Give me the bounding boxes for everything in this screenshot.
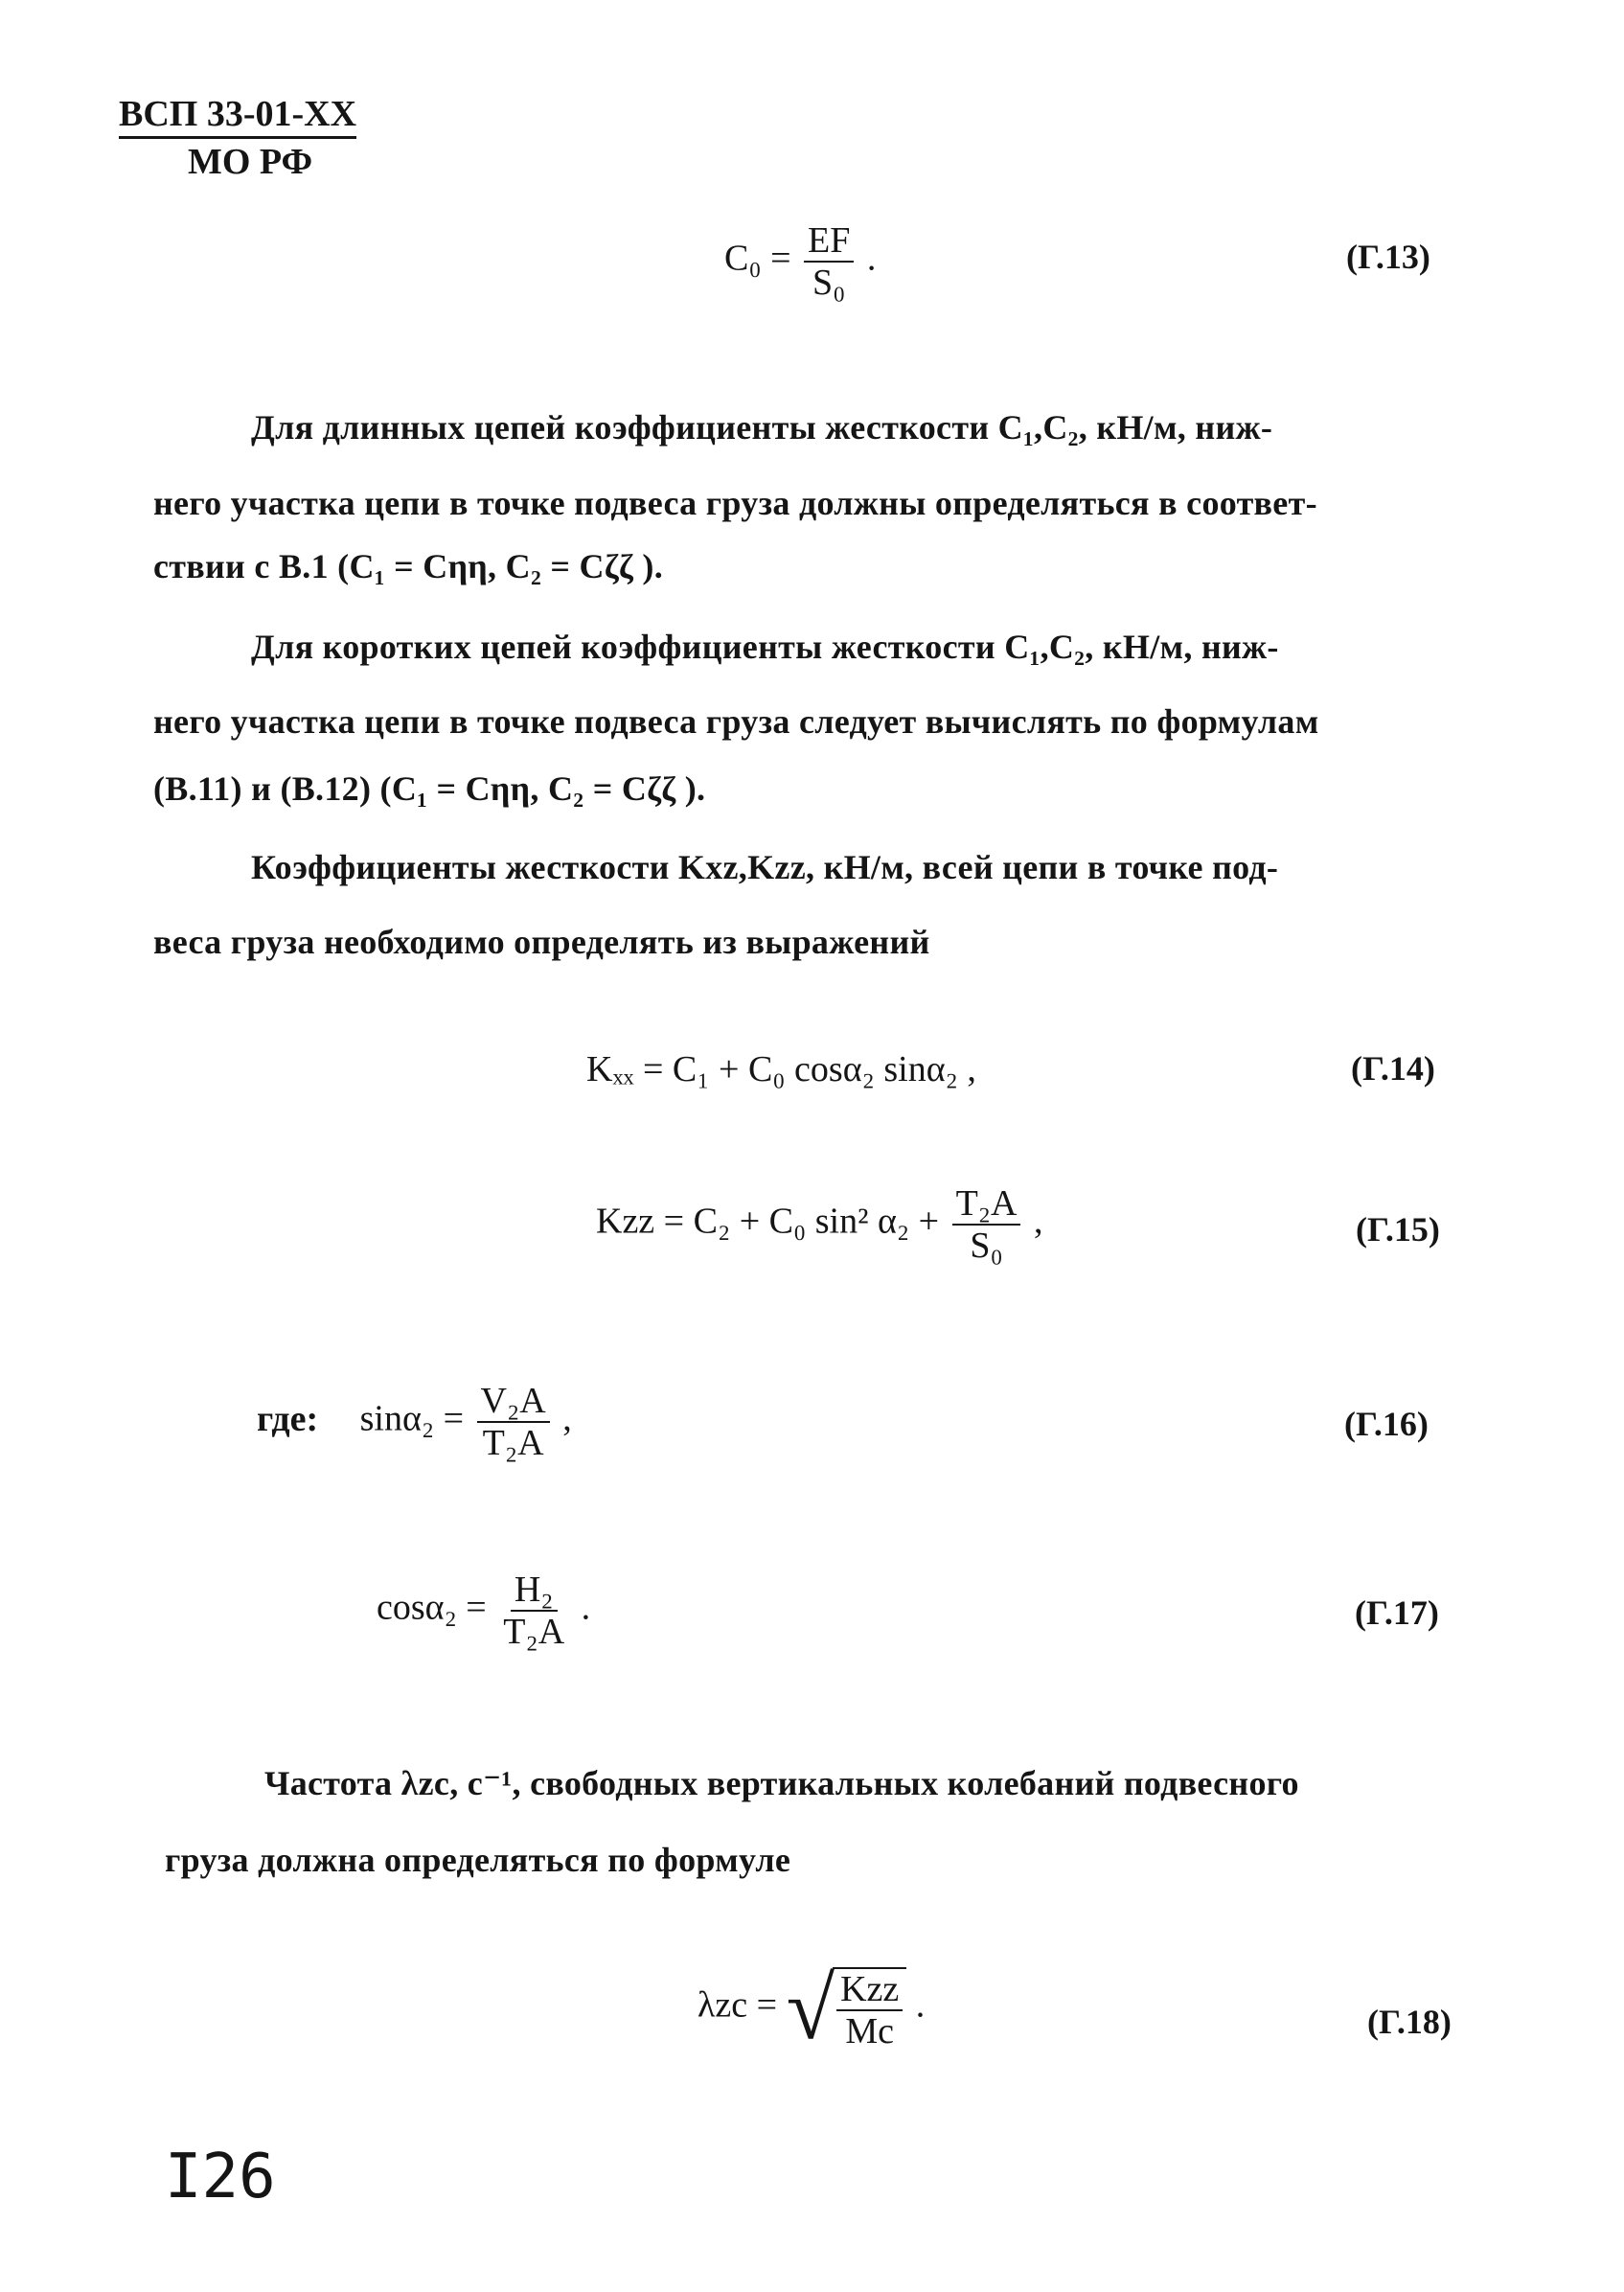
paragraph-1-line-2: него участка цепи в точке подвеса груза должны определяться в соответ- [153, 484, 1317, 522]
equation-g15-number: (Г.15) [1356, 1210, 1440, 1249]
equation-g15-denominator: S₀ [970, 1226, 1003, 1266]
paragraph-2-line-3: (В.11) и (В.12) (C₁ = Cηη, C₂ = Cζζ ). [153, 769, 706, 808]
document-organization: МО РФ [188, 142, 313, 182]
equation-g15-tail: , [1033, 1201, 1043, 1242]
equation-g13-numerator: EF [804, 222, 854, 263]
equation-g17 [377, 1571, 590, 1650]
equation-g14: Kₓₓ = C₁ + C₀ cosα₂ sinα₂ , [586, 1049, 976, 1089]
equation-g13-denominator: S₀ [812, 263, 846, 303]
equation-g17-numerator: H₂ [511, 1571, 558, 1612]
paragraph-3-line-1: Коэффициенты жесткости Kxz,Kzz, кН/м, всей цепи в точке под- [251, 848, 1279, 886]
equation-g16-denominator: T₂A [482, 1423, 544, 1463]
document-code: ВСП 33-01-ХХ [119, 96, 356, 139]
equation-g18-radicand [833, 1967, 906, 2050]
paragraph-1-line-3: ствии с В.1 (C₁ = Cηη, C₂ = Cζζ ). [153, 547, 663, 585]
equation-g16-number: (Г.16) [1344, 1405, 1429, 1443]
equation-g16-fraction [477, 1383, 550, 1461]
equation-g13-number: (Г.13) [1346, 238, 1430, 276]
page-number: I26 [165, 2142, 276, 2212]
equation-g13-tail: . [866, 238, 877, 279]
equation-g18-numerator: Kzz [836, 1971, 903, 2011]
equation-g17-number: (Г.17) [1355, 1593, 1439, 1632]
equation-g17-tail: . [581, 1587, 591, 1628]
equation-g16-tail: , [562, 1398, 572, 1439]
square-root-icon [786, 1960, 907, 2057]
equation-g17-lhs: cosα₂ = [377, 1587, 487, 1628]
equation-g18-denominator: Mc [845, 2011, 895, 2051]
equation-g18-number: (Г.18) [1367, 2003, 1452, 2041]
equation-g17-fraction [499, 1571, 568, 1650]
equation-g16-prefix: где: [257, 1398, 319, 1439]
equation-g16-lhs: sinα₂ = [359, 1398, 465, 1439]
radical-sign-icon: √ [786, 1960, 835, 2057]
equation-g15 [596, 1185, 1042, 1264]
equation-g13 [724, 222, 876, 301]
equation-g18-fraction [836, 1971, 903, 2050]
equation-g15-numerator: T₂A [952, 1185, 1021, 1226]
paragraph-4-line-1: Частота λzc, с⁻¹, свободных вертикальных колебаний подвесного [264, 1764, 1299, 1802]
equation-g16-numerator: V₂A [477, 1383, 550, 1423]
equation-g18-tail: . [915, 1984, 926, 2026]
equation-g17-denominator: T₂A [503, 1612, 565, 1652]
paragraph-1-line-1: Для длинных цепей коэффициенты жесткости C₁,C₂, кН/м, ниж- [251, 408, 1273, 447]
paragraph-4-line-2: груза должна определяться по формуле [165, 1841, 791, 1879]
paragraph-2-line-1: Для коротких цепей коэффициенты жесткости C₁,C₂, кН/м, ниж- [251, 628, 1279, 666]
equation-g16 [257, 1383, 572, 1461]
equation-g15-lhs: Kzz = C₂ + C₀ sin² α₂ + [596, 1201, 940, 1242]
equation-g18-lhs: λzc = [698, 1984, 778, 2026]
equation-g15-fraction [952, 1185, 1021, 1264]
equation-g13-fraction [804, 222, 854, 301]
equation-g14-number: (Г.14) [1351, 1049, 1435, 1088]
paragraph-3-line-2: веса груза необходимо определять из выражений [153, 923, 930, 961]
equation-g13-lhs: C₀ = [724, 238, 791, 279]
paragraph-2-line-2: него участка цепи в точке подвеса груза следует вычислять по формулам [153, 702, 1319, 741]
equation-g18 [698, 1960, 926, 2057]
